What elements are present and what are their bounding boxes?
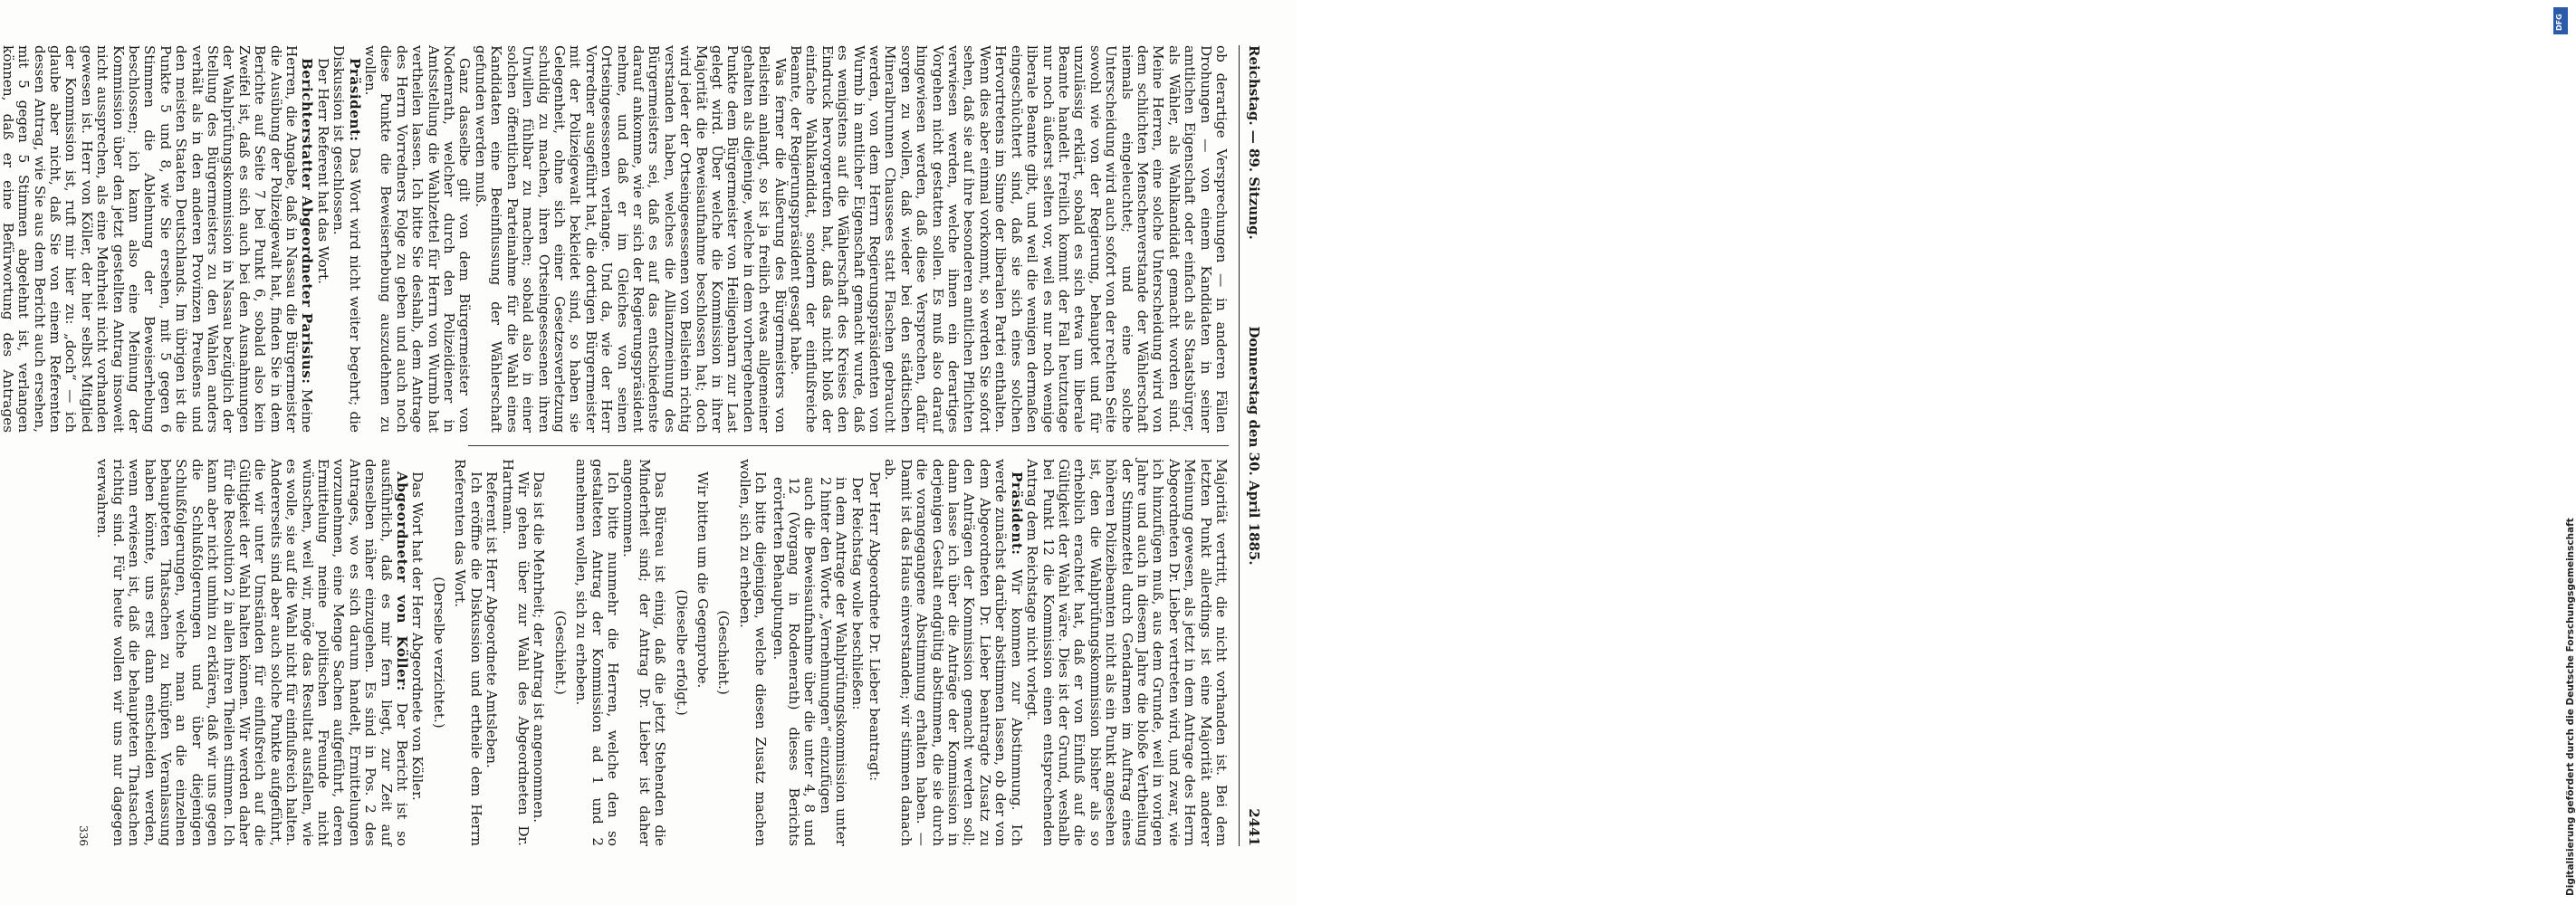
paragraph: Ich bitte nunmehr die Herren, welche den so gestalteten Antrag der Kommission ad 1 und 2 annehmen wollen, sich zu erheben. [573, 459, 621, 846]
paragraph: Was ferner die Äußerung des Bürgermeisters von Beilstein anlangt, so ist ja freilich etwas allgemeiner gehalten als diejenige, welche in dem vorhergehenden Punkte dem Bürgermeister von Heiligenbarn zur Last gelegt wird. Über welche die Kommission in ihrer Majorität die Beweisaufnahme beschlossen hat; doch wird jeder der Ortseingesessenen von Beilstein richtig verstanden haben, welches die Allianzmeinung des Bürgermeisters sei, daß es auf das entschiedenste darauf ankomme, wie er sich der Regierungspräsident nehme, und daß er im Gleiches von seinen Ortseingesessenen verlange. Und da, wie der Herr Vorredner ausgeführt hat, die dortigen Bürgermeister mit der Polizeigewalt bekleidet sind, so haben sie Gelegenheit, ohne sich einer Gesetzesverletzung schuldig zu machen, ihren Ortseingesessenen ihren Unwillen fühlbar zu machen; sobald also in einer solchen öffentlichen Parteinahme für die Wahl eines Kandidaten eine Beeinflussung der Wählerschaft gefunden werden muß. [472, 45, 789, 433]
stage-direction: (Derselbe verzichtet.) [430, 576, 447, 729]
paragraph: Ich eröffne die Diskussion und ertheile dem Herrn Referenten das Wort. [452, 459, 484, 846]
paragraph: Ganz dasselbe gilt von dem Bürgermeister von Nodenrath, welcher durch den Polizeidiener in Amtsstellung die Wahlzettel für Herrn von Wurmb hat vertheilen lassen. Ich bitte Sie deshalb, dem Antrage des Herrn Vorredners Folge zu geben und auch noch diese Punkte die Beweiserhebung auszudehnen zu wollen. [362, 45, 474, 433]
paragraph [0, 45, 314, 433]
paragraph: Der Herr Referent hat das Wort. [314, 58, 331, 284]
stage-direction: (Dieselbe erfolgt.) [673, 589, 690, 716]
paragraph: Majorität vertritt, die nicht vorhanden ist. Bei dem letzten Punkt allerdings ist eine Majorität anderer Meinung gewesen, als jetzt in dem Antrage des Herrn Abgeordneten Dr. Lieber vertreten wird, und zwar, wie ich hinzufügen muß, aus dem Grunde, weil in vorigen Jahre und auch in diesem Jahre die bloße Vertheilung der Stimmzettel durch Gendarmen im Auftrag eines höheren Polizeibeamten nicht als ein Punkt angesehen ist, den die Wahlprüfungskommission bisher als so erheblich erachtet hat, daß er von Einfluß auf die Gültigkeit der Wahl wäre. Dies ist der Grund, weshalb bei Punkt 12 die Kommission einen entsprechenden Antrag dem Reichstage nicht vorlegt. [1024, 459, 1230, 846]
speaker-label: Berichterstatter Abgeordneter Parisius: [299, 58, 316, 385]
left-column [0, 45, 1230, 433]
paragraph: ob derartige Versprechungen — in anderen Fällen Drohungen — von einem Kandidaten in seiner amtlichen Eigenschaft oder einfach als Staatsbürger, als Wähler, als Wahlkandidat gemacht worden sind. Meine Herren, eine solche Unterscheidung wird von dem schlichten Menschenverstande der Wählerschaft niemals eingeleuchtet; und eine solche Unterscheidung wird auch sofort von der rechten Seite sowohl wie von der Regierung, behauptet und für unzulässig erklärt, sobald es sich etwa um liberale Beamte handelt. Freilich kommt der Fall heutzutage nur noch äußerst selten vor, weil es nur noch wenige liberale Beamte gibt, und weil die wenigen dermaßen eingeschüchtert sind, daß sie sich eines solchen Hervortretens im Sinne der liberalen Partei enthalten. Wenn dies aber einmal vorkommt, so werden Sie sofort sehen, daß sie auf ihre besonderen amtlichen Pflichten verwiesen werden, welche ihnen ein derartiges Vorgehen nicht gestatten sollen. Es muß also darauf hingewiesen werden, daß diese Versprechen, dafür sorgen zu wollen, daß wieder bei den städtischen Mineralbrunnen Chaussees statt Flaschen gebraucht werden, von dem Herrn Regierungspräsidenten von Wurmb in amtlicher Eigenschaft gemacht wurde, daß es wenigstens auf die Wählerschaft des Kreises den Eindruck hervorgerufen hat, daß das nicht bloß der einfache Wahlkandidat, sondern der einflußreiche Beamte, der Regierungspräsident gesagt habe. [788, 45, 1230, 433]
paragraph: Das Wort hat der Herr Abgeordnete von Köller. [409, 472, 426, 801]
speaker-label: Abgeordneter von Köller: [394, 472, 411, 691]
stage-direction: (Geschieht.) [715, 610, 733, 695]
right-column [61, 459, 1229, 846]
paragraph [882, 459, 1024, 846]
paragraph: Der Herr Abgeordnete Dr. Lieber beantragt: [867, 472, 884, 782]
paragraph: Ich bitte diejenigen, welche diesen Zusatz machen wollen, sich zu erheben. [736, 459, 770, 846]
page-number: 2441 [1246, 808, 1262, 846]
paragraph: Das Büreau ist einig, daß die jetzt Stehenden die Minderheit sind; der Antrag Dr. Lieber ist daher angenommen. [620, 459, 669, 846]
motion-text [770, 459, 864, 846]
paragraph [94, 459, 409, 846]
speech-text: Der Bericht ist so ausführlich, daß es mir fern liegt, zur Zeit auf denselben näher einzugehen. Es sind in Pos. 2 des Antrages, wo es sich darum handelt, Ermittelungen vorzunehmen, eine Menge Sachen aufgeführt, deren Ermittelung meine politischen Freunde nicht wünschen, weil wir, möge das Resultat ausfallen, wie es wolle, sie auf die Wahl nicht für einflußreich halten. Andererseits sind aber auch solche Punkte aufgeführt, die wir unter Umständen für einflußreich auf die Gültigkeit der Wahl halten können. Wir werden daher für die Resolution 2 in allen ihren Theilen stimmen. Ich kann aber nicht umhin zu erklären, daß wir uns gegen die Schlußfolgerungen und über diejenigen Schlußfolgerungen, welche man an die einzelnen behaupteten Thatsachen zu knüpfen Veranlassung haben könnte, uns erst dann entscheiden werden, wenn erwiesen ist, daß die behaupteten Thatsachen richtig sind. Für heute wollen wir uns nur dagegen verwahren. [94, 459, 411, 847]
speaker-label: Präsident: [1008, 472, 1025, 556]
column-divider [468, 445, 1229, 446]
newspaper-page [0, 45, 1263, 847]
paragraph [330, 45, 362, 433]
signature-mark: 336 [76, 825, 90, 846]
speech-text: Das Wort wird nicht weiter begehrt; die Diskussion ist geschlossen. [330, 45, 363, 433]
header-left: Reichstag. — 89. Sitzung. [1246, 45, 1262, 240]
digitization-credit: Digitalisierung gefördert durch die Deutsche Forschungsgemeinschaft [2565, 518, 2576, 896]
motion-line: auch die Beweisaufnahme über die unter 4, 8 und 12 (Vorgang in Rodenerath) dieses Berichts erörterten Behauptungen. [770, 477, 819, 846]
paragraph: Das ist die Mehrheit; der Antrag ist angenommen. [531, 472, 548, 824]
motion-line: in dem Antrage der Wahlprüfungskommission unter 2 hinter den Worte „Vernehmungen“ einzufügen [817, 477, 850, 846]
dfg-logo: DFG [2553, 7, 2568, 34]
speech-text: Wir kommen zur Abstimmung. Ich werde zunächst darüber abstimmen lassen, ob der von dem Abgeordneten Dr. Lieber beantragte Zusatz zu den Anträgen der Kommission gemacht werden soll; dann lasse ich über die Anträge der Kommission in derjenigen Gestalt endgültig abstimmen, die sie durch die vorangegangene Abstimmung erhalten haben. — Damit ist das Haus einverstanden; wir stimmen danach ab. [882, 459, 1025, 846]
motion-line: Der Reichstag wolle beschließen: [848, 477, 866, 710]
paragraph: Wir gehen über zur Wahl des Abgeordneten Dr. Hartmann. [499, 459, 531, 846]
paragraph: Wir bitten um die Gegenprobe. [694, 472, 711, 689]
speech-text: Meine Herren, die Angabe, daß in Nassau die Bürgermeister die Ausübung der Polizeigewalt hat, finden Sie in dem Berichte auf Seite 7 bei Punkt 6, sobald also kein Zweifel ist, daß es sich auch bei den Ausnahmungen der Wahlprüfungskommission in Nassau bezüglich der Stellung des Bürgermeisters zu den Wahlen anders verhält als in den anderen Provinzen Preußens und den meisten Staaten Deutschlands. Im übrigen ist die Punkte 5 und 8, wie Sie ersehen, mit 5 gegen 6 Stimmen die Ablehnung der Beweiserhebung beschlossen; ich kann also eine Meinung der Kommission über den jetzt gestellten Antrag insoweit nicht aussprechen, als eine Mehrheit nicht vorhanden gewesen ist. Herr von Köller, der hier selbst Mitglied der Kommission ist, ruft mir hier zu: „doch“ — ich glaube aber nicht, daß Sie von einem Referenten dessen Antrag, wie Sie aus dem Bericht auch ersehen, mit 5 gegen 5 Stimmen abgelehnt ist, verlangen können, daß er eine Befürwortung des Antrages [0, 45, 316, 433]
stage-direction: (Geschieht.) [551, 610, 569, 695]
page-header [1239, 45, 1263, 846]
speaker-label: Präsident: [346, 58, 363, 142]
paragraph: Referent ist Herr Abgeordnete Amtsleben. [484, 472, 501, 768]
header-date: Donnerstag den 30. April 1885. [1246, 326, 1262, 566]
digitization-strip [1275, 0, 2576, 905]
